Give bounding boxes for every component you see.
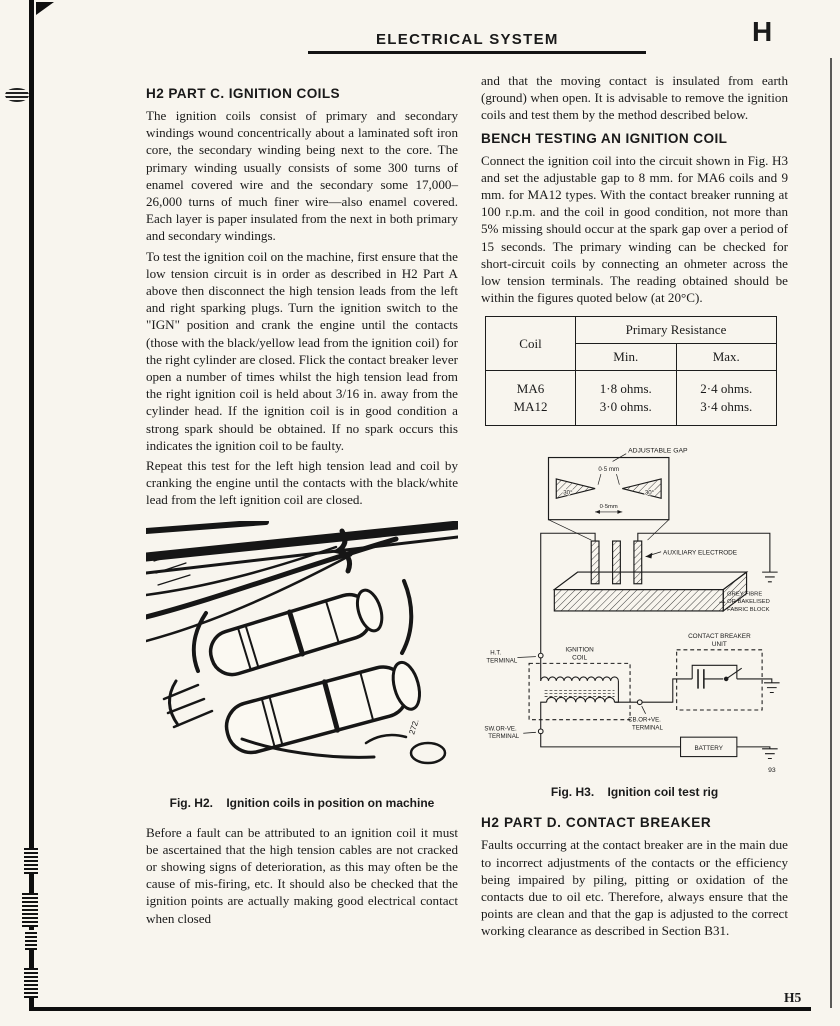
label-ignition-coil-line2: COIL [572, 654, 588, 662]
paragraph-bench-test: Connect the ignition coil into the circuit shown in Fig. H3 and set the adjustable gap to 8 mm. for MA6 coils and 9 mm. for MA12 types. With the contact breaker running at 100 r.p.m. and the coil in good condition, not more than 5% missing should occur at the spark gap over a period of 15 seconds. The primary winding can be checked for short-circuit coils by connecting an ohmeter across the low tension terminals. The reading obtained should be within the figures quoted below (at 20°C). [481, 152, 788, 306]
table-cell-coil: MA6 [486, 371, 576, 399]
heading-part-d: H2 PART D. CONTACT BREAKER [481, 815, 712, 831]
paragraph-continuation: and that the moving contact is insulated from earth (ground) when open. It is advisable to remove the ignition coils and test them by the method described below. [481, 73, 788, 123]
label-contact-breaker-line1: CONTACT BREAKER [688, 633, 751, 641]
label-fabric-block-line1: GREY FIBRE [727, 591, 763, 598]
label-cb-terminal-line1: CB.OR+VE. [628, 717, 661, 725]
paragraph-coil-construction: The ignition coils consist of primary and secondary windings wound concentrically about a laminated soft iron core, the secondary winding being next to the core. The primary winding usually consists of some 300 turns of enamel covered wire and the secondary some 17,000–26,000 turns of much finer wire—also enamel covered. Each layer is paper insulated from the next in both primary and secondary windings. [146, 108, 458, 244]
table-header-coil: Coil [486, 317, 576, 371]
table-header-primary-resistance: Primary Resistance [576, 317, 777, 344]
right-column [481, 72, 788, 943]
label-angle-right: 30° [644, 489, 655, 497]
plate-number: 93 [768, 767, 776, 775]
label-fabric-block-line2: OR BAKELISED [727, 599, 770, 606]
label-battery: BATTERY [694, 745, 723, 753]
ignition-coil-test-rig-diagram [481, 442, 783, 776]
photo-artist-mark: 272. [407, 717, 421, 736]
table-cell-max: 3·4 ohms. [676, 398, 777, 426]
label-gap-dimension-bottom: 0·5mm [599, 504, 618, 511]
label-angle-left: 30° [563, 489, 573, 497]
figure-h2-label: Fig. H2. [169, 795, 213, 810]
scan-artifact-bottom-bar [29, 1007, 811, 1011]
scan-artifact-corner [36, 2, 54, 15]
table-header-min: Min. [576, 344, 677, 371]
figure-h3-caption-text: Ignition coil test rig [607, 785, 719, 800]
label-adjustable-gap: ADJUSTABLE GAP [628, 448, 688, 456]
label-cb-terminal-line2: TERMINAL [632, 724, 663, 732]
label-gap-dimension-top: 0·5 mm [598, 466, 620, 474]
figure-h3-label: Fig. H3. [550, 785, 595, 800]
table-row-ma12 [486, 398, 777, 426]
scan-artifact-mark [24, 848, 38, 874]
paragraph-contact-breaker: Faults occurring at the contact breaker are in the main due to incorrect adjustments of the contacts or the efficiency being impaired by piling, pitting or oxidation of the contacts due to oil etc. Therefore, always ensure that the points are clean and that the gap is adjusted to the correct working clearance as described in Section B31. [481, 837, 788, 939]
label-fabric-block-line3: FABRIC BLOCK [727, 607, 770, 614]
heading-part-c: H2 PART C. IGNITION COILS [146, 86, 341, 101]
figure-h3 [481, 442, 788, 799]
heading-bench-testing: BENCH TESTING AN IGNITION COIL [481, 130, 728, 146]
table-cell-max: 2·4 ohms. [676, 371, 777, 399]
label-ht-terminal-line1: H.T. [490, 650, 502, 658]
scan-artifact-right-edge [830, 58, 832, 1008]
scan-artifact-mark [22, 893, 38, 927]
table-header-row [486, 317, 777, 344]
figure-h2-caption-text: Ignition coils in position on machine [226, 795, 435, 810]
paragraph-repeat-test: Repeat this test for the left high tension lead and coil by cranking the engine until the contacts with the black/white lead from the left ignition coil are closed. [146, 458, 458, 508]
figure-h2-caption [146, 796, 458, 810]
table-cell-min: 1·8 ohms. [576, 371, 677, 399]
figure-h3-caption [481, 785, 788, 799]
table-row-ma6 [486, 371, 777, 399]
scan-artifact-mark [24, 968, 38, 998]
header-rule [308, 51, 646, 54]
paragraph-machine-test: To test the ignition coil on the machine, first ensure that the low tension circuit is in order as described in H2 Part A above then disconnect the high tension leads from the left and right sparking plugs. Turn the ignition switch to the "IGN" position and crank the engine until the contacts (those with the black/yellow lead from the ignition coil) for the right cylinder are closed. Flick the contact breaker lever open a number of times whilst the high tension lead from the right ignition coil is held about 3/16 in. away from the cylinder head. If the ignition coil is in good condition a strong spark should be obtained. If no spark occurs this indicates the ignition coil to be faulty. [146, 248, 458, 453]
label-sw-terminal-line1: SW.OR-VE. [484, 725, 517, 733]
scan-artifact-mark [25, 930, 37, 950]
ignition-coils-photo [146, 521, 458, 781]
label-sw-terminal-line2: TERMINAL [488, 733, 520, 741]
page-header-title: ELECTRICAL SYSTEM [376, 31, 559, 48]
table-cell-min: 3·0 ohms. [576, 398, 677, 426]
table-cell-coil: MA12 [486, 398, 576, 426]
section-letter: H [752, 16, 773, 47]
left-column [146, 84, 458, 930]
table-header-max: Max. [676, 344, 777, 371]
paragraph-fault-attribution: Before a fault can be attributed to an ignition coil it must be ascertained that the high tension cables are not cracked or showing signs of deterioration, as this may often be the cause of mis-firing, etc. It should also be checked that the ignition points are actually making good electrical contact when closed [146, 824, 458, 926]
label-auxiliary-electrode: AUXILIARY ELECTRODE [663, 550, 738, 558]
figure-h2 [146, 521, 458, 810]
label-contact-breaker-line2: UNIT [711, 641, 727, 649]
primary-resistance-table [485, 316, 777, 426]
scan-artifact-stamp [5, 88, 29, 102]
page-number: H5 [784, 990, 802, 1005]
label-ignition-coil-line1: IGNITION [565, 647, 594, 655]
label-ht-terminal-line2: TERMINAL [486, 657, 518, 665]
